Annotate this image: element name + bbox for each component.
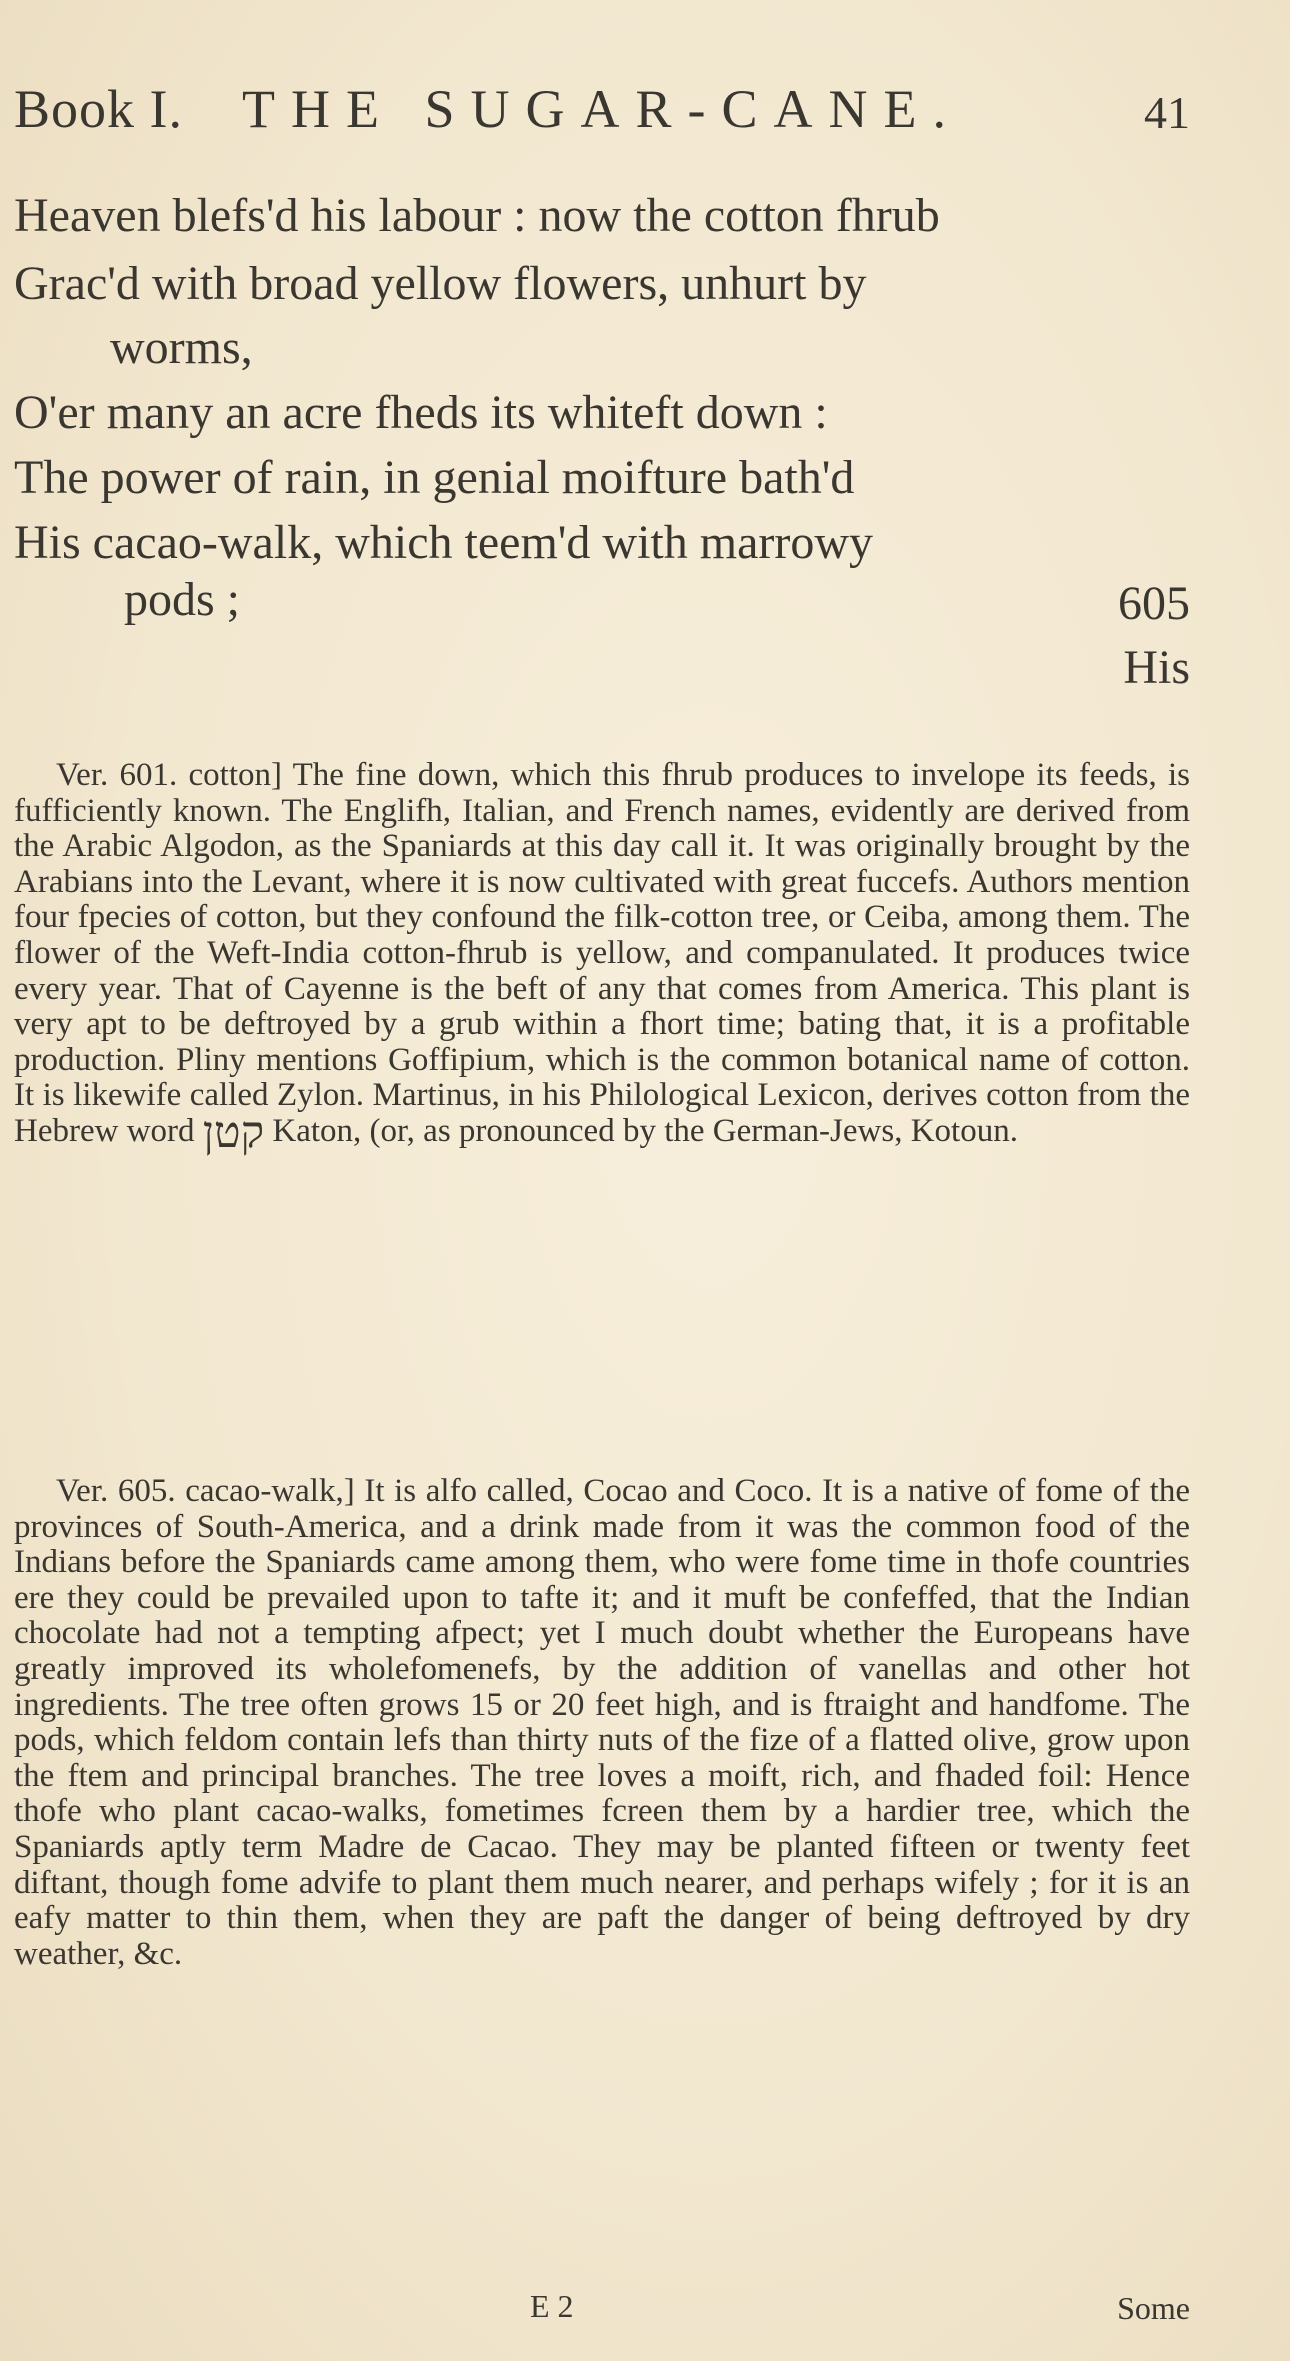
verse-catchword: His	[1123, 641, 1190, 694]
footnote-text-after: Katon, (or, as pronounced by the German-Jews, Kotoun.	[272, 1112, 1018, 1149]
footnote-cacao	[14, 1474, 1190, 1972]
footnote-text: Ver. 605. cacao-walk,] It is alfo called, Cocao and Coco. It is a native of fome of the provinces of South-America, and a drink made from it was the common food of the Indians before the Spaniards came among them, who were fome time in thofe countries ere they could be prevailed upon to tafte it; and it muft be confeffed, that the Indian chocolate had not a tempting afpect; yet I much doubt whether the Europeans have greatly improved its wholefomenefs, by the addition of vanellas and other hot ingredients. The tree often grows 15 or 20 feet high, and is ftraight and handfome. The pods, which feldom contain lefs than thirty nuts of the fize of a flatted olive, grow upon the ftem and principal branches. The tree loves a moift, rich, and fhaded foil: Hence thofe who plant cacao-walks, fometimes fcreen them by a hardier tree, which the Spaniards aptly term Madre de Cacao. They may be planted fifteen or twenty feet diftant, though fome advife to plant them much nearer, and perhaps wifely ; for it is an eafy matter to thin them, when they are paft the danger of being deftroyed by dry weather, &c.	[14, 1473, 1190, 1972]
footnote-text: Ver. 601. cotton] The fine down, which this fhrub produces to invelope its feeds, is fufficiently known. The Englifh, Italian, and French names, evidently are derived from the Arabic Algodon, as the Spaniards at this day call it. It was originally brought by the Arabians into the Levant, where it is now cultivated with great fuccefs. Authors mention four fpecies of cotton, but they confound the filk-cotton tree, or Ceiba, among them. The flower of the Weft-India cotton-fhrub is yellow, and companulated. It produces twice every year. That of Cayenne is the beft of any that comes from America. This plant is very apt to be deftroyed by a grub within a fhort time; bating that, it is a profitable production. Pliny mentions Goffipium, which is the common botanical name of cotton. It is likewife called Zylon. Martinus, in his Philological Lexicon, derives cotton from the Hebrew word	[14, 757, 1190, 1149]
page-number: 41	[1144, 87, 1190, 138]
footer-catchword: Some	[1117, 2290, 1190, 2326]
signature-mark: E 2	[530, 2288, 574, 2324]
line-number: 605	[1118, 577, 1190, 630]
footnote-cotton	[14, 757, 1190, 1158]
verse-line: O'er many an acre fheds its whiteft down :	[14, 386, 828, 439]
book-label: Book I.	[14, 79, 183, 139]
running-header	[14, 78, 1190, 148]
page-title: THE SUGAR-CANE.	[242, 79, 962, 139]
verse-line: The power of rain, in genial moifture bath'd	[14, 451, 855, 504]
verse-line: pods ;	[124, 573, 241, 626]
verse-line: worms,	[110, 321, 253, 374]
verse-line: Heaven blefs'd his labour : now the cotton fhrub	[14, 189, 940, 242]
verse-line: Grac'd with broad yellow flowers, unhurt by	[14, 257, 867, 310]
hebrew-word: קטן	[202, 1106, 265, 1158]
verse-line: His cacao-walk, which teem'd with marrowy	[14, 516, 874, 569]
